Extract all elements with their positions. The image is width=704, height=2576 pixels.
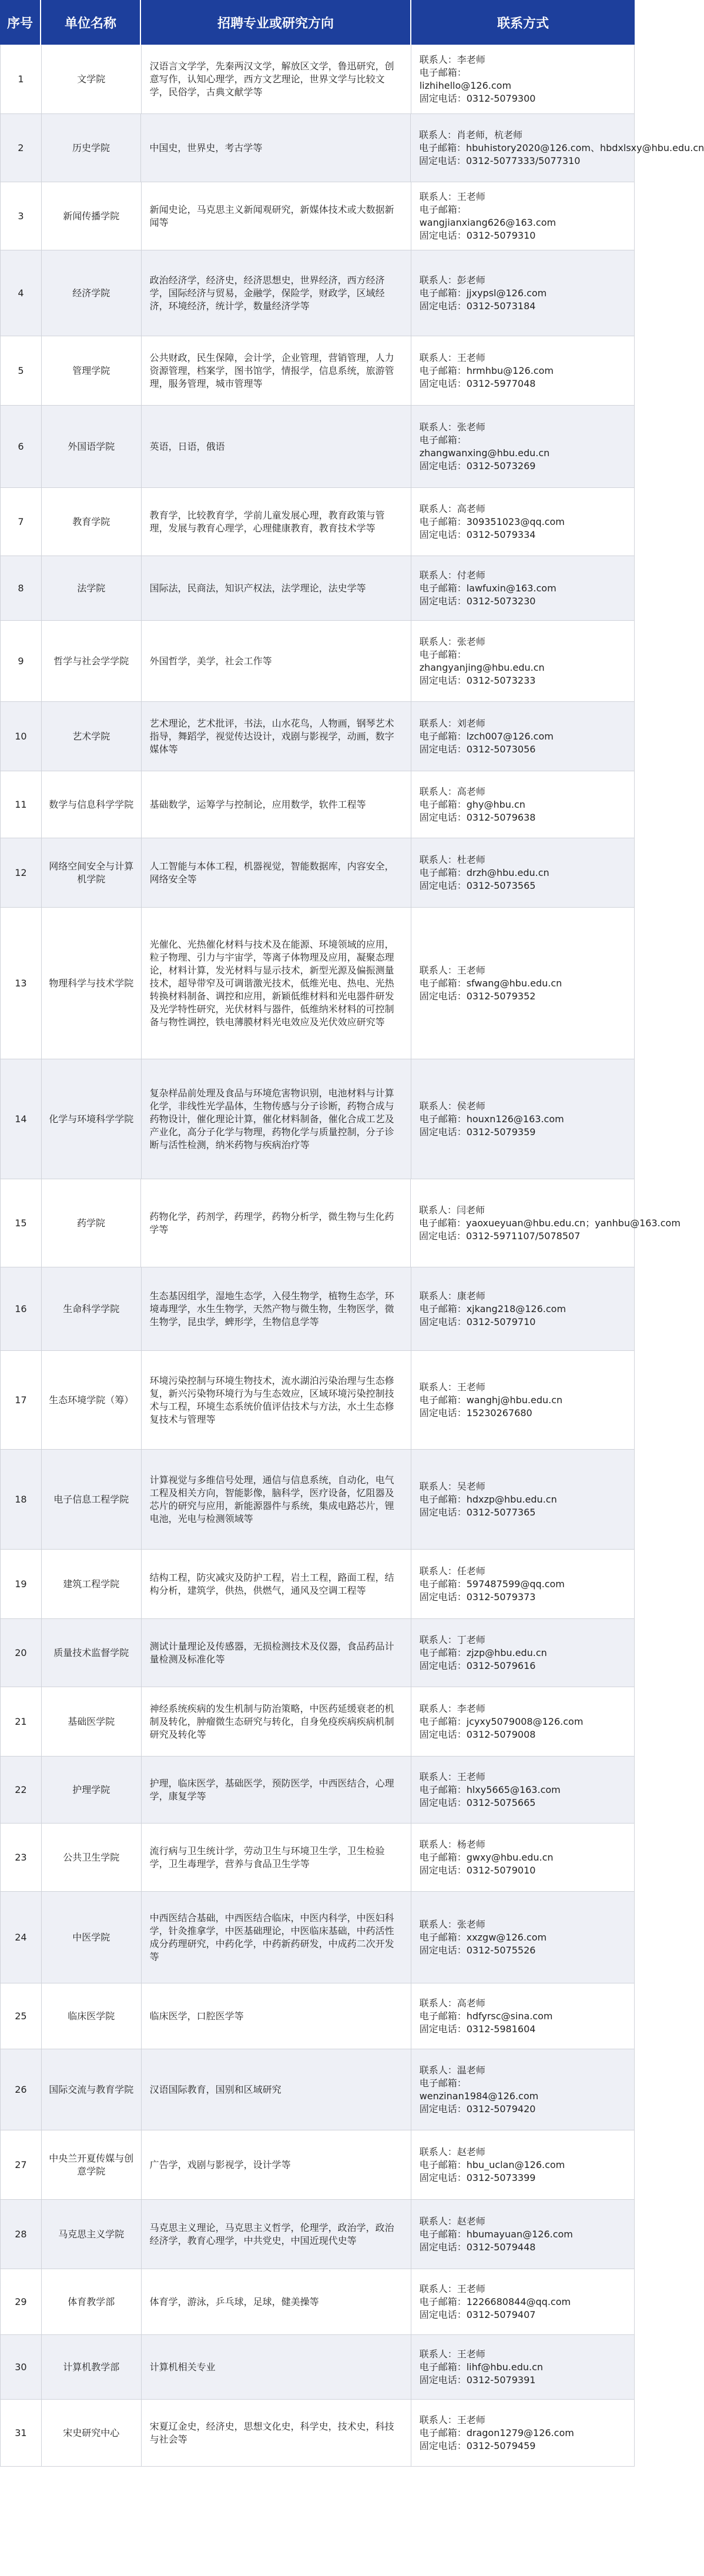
major-direction: 政治经济学，经济史，经济思想史，世界经济，西方经济学，国际经济与贸易，金融学，保险学，财政学，区域经济，环境经济，统计学，数量经济学等: [142, 250, 411, 336]
row-number: 12: [1, 838, 42, 907]
contact-info: [411, 1619, 634, 1687]
contact-line: 联系人：王老师: [419, 1381, 485, 1393]
contact-line: zhangyanjing@hbu.edu.cn: [419, 661, 545, 673]
contact-line: 固定电话：0312-5079373: [419, 1591, 536, 1603]
unit-name: 建筑工程学院: [42, 1550, 142, 1618]
contact-line: 电子邮箱：: [419, 66, 467, 78]
contact-line: 电子邮箱：lawfuxin@163.com: [419, 582, 557, 594]
unit-name: 质量技术监督学院: [42, 1619, 142, 1687]
row-number: 5: [1, 336, 42, 405]
contact-line: 联系人：李老师: [419, 1702, 485, 1714]
row-number: 11: [1, 771, 42, 838]
contact-line: 固定电话：0312-5073184: [419, 300, 536, 312]
row-number: 22: [1, 1757, 42, 1823]
unit-name: 基础医学院: [42, 1687, 142, 1756]
contact-line: 电子邮箱：hbumayuan@126.com: [419, 2228, 573, 2240]
table-row: [1, 1351, 634, 1450]
major-direction: 公共财政，民生保障，会计学，企业管理，营销管理，人力资源管理，档案学，图书馆学，情报学，信息系统，旅游管理，服务管理，城市管理等: [142, 336, 411, 405]
contact-line: 联系人：温老师: [419, 2064, 485, 2076]
contact-info: [411, 2130, 634, 2199]
major-direction: 体育学，游泳，乒乓球，足球，健美操等: [142, 2269, 411, 2334]
contact-line: 联系人：吴老师: [419, 1480, 485, 1492]
row-number: 27: [1, 2130, 42, 2199]
unit-name: 文学院: [42, 45, 142, 113]
contact-line: 固定电话：0312-5079616: [419, 1660, 536, 1671]
contact-line: 固定电话：15230267680: [419, 1407, 532, 1419]
contact-line: 电子邮箱：lzch007@126.com: [419, 730, 554, 742]
contact-line: 固定电话：0312-5079300: [419, 92, 536, 104]
table-row: [1, 250, 634, 336]
header-major: 招聘专业或研究方向: [141, 0, 411, 45]
row-number: 3: [1, 182, 42, 250]
major-direction: 外国哲学，美学，社会工作等: [142, 621, 411, 701]
contact-line: 固定电话：0312-5073399: [419, 2172, 536, 2183]
contact-line: 联系人：张老师: [419, 421, 485, 433]
unit-name: 药学院: [42, 1179, 142, 1267]
contact-info: [411, 771, 634, 838]
table-row: [1, 1059, 634, 1179]
contact-info: [411, 908, 634, 1059]
contact-line: 电子邮箱：hdfyrsc@sina.com: [419, 2010, 553, 2022]
contact-info: [411, 45, 634, 113]
table-row: [1, 488, 634, 556]
row-number: 15: [1, 1179, 42, 1267]
row-number: 2: [1, 114, 42, 182]
row-number: 9: [1, 621, 42, 701]
row-number: 31: [1, 2400, 42, 2466]
contact-line: 固定电话：0312-5079310: [419, 229, 536, 241]
major-direction: 生态基因组学，湿地生态学，入侵生物学，植物生态学，环境毒理学，水生生物学，天然产物与微生物，生物医学，微生物学，昆虫学，蜱形学，生物信息学等: [142, 1267, 411, 1350]
contact-info: [411, 2400, 634, 2466]
contact-line: 固定电话：0312-5981604: [419, 2023, 536, 2035]
contact-line: 电子邮箱：wanghj@hbu.edu.cn: [419, 1394, 563, 1406]
row-number: 19: [1, 1550, 42, 1618]
major-direction: 测试计量理论及传感器，无损检测技术及仪器，食品药品计量检测及标准化等: [142, 1619, 411, 1687]
contact-line: 联系人：任老师: [419, 1565, 485, 1577]
header-contact: 联系方式: [497, 16, 549, 31]
table-row: [1, 702, 634, 771]
contact-line: 固定电话：0312-5079638: [419, 811, 536, 823]
major-direction: 复杂样品前处理及食品与环境危害物识别，电池材料与计算化学，非线性光学晶体，生物传感与分子诊断，药物合成与药物设计，催化理论计算，催化材料制备，催化合成工艺及产业化，高分子化学与物理，药物化学与质量控制，分子诊断与活性检测，纳米药物与疾病治疗等: [142, 1059, 411, 1179]
contact-line: 联系人：高老师: [419, 785, 485, 797]
table-row: [1, 1757, 634, 1824]
contact-line: 电子邮箱：hdxzp@hbu.edu.cn: [419, 1493, 557, 1505]
unit-name: 外国语学院: [42, 406, 142, 487]
contact-line: 电子邮箱：: [419, 2077, 467, 2089]
contact-line: 联系人：康老师: [419, 1290, 485, 1302]
major-direction: 马克思主义理论，马克思主义哲学，伦理学，政治学，政治经济学，教育心理学，中共党史，中国近现代史等: [142, 2200, 411, 2269]
row-number: 28: [1, 2200, 42, 2269]
contact-line: 固定电话：0312-5079334: [419, 528, 536, 540]
unit-name: 公共卫生学院: [42, 1824, 142, 1891]
contact-line: 固定电话：0312-5073269: [419, 460, 536, 471]
table-row: [1, 2049, 634, 2130]
contact-line: 联系人：杨老师: [419, 1838, 485, 1850]
contact-line: 固定电话：0312-5077365: [419, 1506, 536, 1518]
contact-line: 联系人：侯老师: [419, 1100, 485, 1112]
major-direction: 神经系统疾病的发生机制与防治策略，中医药延缓衰老的机制及转化，肿瘤微生态研究与转化，自身免疫疾病疾病机制研究及转化等: [142, 1687, 411, 1756]
row-number: 20: [1, 1619, 42, 1687]
row-number: 30: [1, 2335, 42, 2399]
contact-info: [411, 1059, 634, 1179]
contact-line: 固定电话：0312-5079420: [419, 2103, 536, 2115]
unit-name: 教育学院: [42, 488, 142, 556]
contact-line: 固定电话：0312-5079448: [419, 2241, 536, 2253]
contact-line: 联系人：王老师: [419, 190, 485, 202]
contact-line: 固定电话：0312-5977048: [419, 377, 536, 389]
major-direction: 光催化、光热催化材料与技术及在能源、环境领域的应用，粒子物理、引力与宇宙学，等离子体物理及应用，凝聚态理论，材料计算，发光材料与显示技术，新型光源及偏振测量技术，超导带窄及可调谐激光技术，低维光电、热电、光热转换材料制备、调控和应用，新颖低维材料和光电器件研发及光学特性研究，光伏材料与器件，低维纳米材料的可控制备与物性调控，铁电薄膜材料光电效应及光伏效应研究等: [142, 908, 411, 1059]
major-direction: 汉语言文学学，先秦两汉文学，解放区文学，鲁迅研究，创意写作，认知心理学，西方文艺理论，世界文学与比较文学，民俗学，古典文献学等: [142, 45, 411, 113]
unit-name: 电子信息工程学院: [42, 1450, 142, 1549]
contact-line: 联系人：杜老师: [419, 854, 485, 865]
table-row: [1, 406, 634, 488]
contact-info: [411, 1550, 634, 1618]
contact-line: 电子邮箱：xxzgw@126.com: [419, 1931, 547, 1943]
contact-line: 联系人：赵老师: [419, 2215, 485, 2227]
table-row: [1, 336, 634, 406]
contact-line: 固定电话：0312-5971107/5078507: [418, 1230, 581, 1242]
contact-info: [411, 1267, 634, 1350]
contact-line: 固定电话：0312-5073056: [419, 743, 536, 755]
contact-line: 联系人：王老师: [419, 964, 485, 976]
table-header: [0, 0, 635, 45]
major-direction: 计算机相关专业: [142, 2335, 411, 2399]
contact-line: 电子邮箱：jcyxy5079008@126.com: [419, 1715, 584, 1727]
table-row: [1, 556, 634, 621]
table-row: [1, 908, 634, 1059]
contact-info: [411, 1351, 634, 1449]
contact-line: 固定电话：0312-5075526: [419, 1944, 536, 1956]
major-direction: 艺术理论，艺术批评，书法，山水花鸟，人物画，钢琴艺术指导，舞蹈学，视觉传达设计，戏剧与影视学，动画，数字媒体等: [142, 702, 411, 771]
header-unit: 单位名称: [41, 0, 141, 45]
major-direction: 汉语国际教育，国别和区域研究: [142, 2049, 411, 2130]
contact-info: [411, 2335, 634, 2399]
contact-line: 固定电话：0312-5073565: [419, 879, 536, 891]
contact-info: [411, 2200, 634, 2269]
contact-line: 联系人：刘老师: [419, 717, 485, 729]
table-row: [1, 1450, 634, 1550]
table-row: [1, 1687, 634, 1757]
unit-name: 宋史研究中心: [42, 2400, 142, 2466]
contact-line: 联系人：肖老师，杭老师: [418, 129, 522, 140]
unit-name: 体育教学部: [42, 2269, 142, 2334]
contact-info: [411, 1450, 634, 1549]
contact-line: 固定电话：0312-5073233: [419, 674, 536, 686]
table-row: [1, 45, 634, 114]
contact-line: 固定电话：0312-5077333/5077310: [418, 155, 581, 166]
unit-name: 法学院: [42, 556, 142, 620]
table-row: [1, 2335, 634, 2400]
contact-info: [411, 488, 634, 556]
contact-line: 联系人：付老师: [419, 569, 485, 581]
contact-line: 联系人：王老师: [419, 2283, 485, 2294]
unit-name: 哲学与社会学学院: [42, 621, 142, 701]
header-no: 序号: [0, 0, 41, 45]
contact-line: 电子邮箱：dragon1279@126.com: [419, 2427, 574, 2438]
contact-line: 电子邮箱：: [419, 648, 467, 660]
contact-line: 电子邮箱：hbu_uclan@126.com: [419, 2159, 565, 2170]
table-row: [1, 182, 634, 250]
table-row: [1, 1550, 634, 1619]
contact-info: [411, 250, 634, 336]
contact-line: 固定电话：0312-5079391: [419, 2374, 536, 2386]
contact-line: 电子邮箱：gwxy@hbu.edu.cn: [419, 1851, 554, 1863]
major-direction: 英语，日语，俄语: [142, 406, 411, 487]
unit-name: 网络空间安全与计算机学院: [42, 838, 142, 907]
contact-info: [411, 556, 634, 620]
contact-line: 电子邮箱：xjkang218@126.com: [419, 1303, 566, 1314]
contact-info: [411, 1824, 634, 1891]
row-number: 14: [1, 1059, 42, 1179]
unit-name: 经济学院: [42, 250, 142, 336]
contact-line: 联系人：高老师: [419, 1997, 485, 2009]
contact-line: 固定电话：0312-5079359: [419, 1126, 536, 1138]
contact-info: [411, 2269, 634, 2334]
table-row: [1, 2400, 634, 2467]
major-direction: 新闻史论，马克思主义新闻观研究，新媒体技术或大数据新闻等: [142, 182, 411, 250]
contact-line: 联系人：彭老师: [419, 274, 485, 286]
major-direction: 结构工程，防灾减灾及防护工程，岩土工程，路面工程，结构分析，建筑学，供热，供燃气，通风及空调工程等: [142, 1550, 411, 1618]
table-row: [1, 1619, 634, 1687]
table-row: [1, 1983, 634, 2049]
contact-line: 固定电话：0312-5079008: [419, 1728, 536, 1740]
contact-info: [411, 406, 634, 487]
table-row: [1, 2200, 634, 2269]
table-row: [1, 1824, 634, 1892]
contact-info: [411, 1179, 680, 1267]
contact-info: [411, 182, 634, 250]
unit-name: 国际交流与教育学院: [42, 2049, 142, 2130]
row-number: 23: [1, 1824, 42, 1891]
contact-line: 固定电话：0312-5075665: [419, 1796, 536, 1808]
row-number: 25: [1, 1983, 42, 2049]
contact-info: [411, 2049, 634, 2130]
unit-name: 护理学院: [42, 1757, 142, 1823]
contact-line: 电子邮箱：yaoxueyuan@hbu.edu.cn；yanhbu@163.com: [418, 1217, 680, 1229]
contact-line: 联系人：李老师: [419, 53, 485, 65]
row-number: 8: [1, 556, 42, 620]
unit-name: 中央兰开夏传媒与创意学院: [42, 2130, 142, 2199]
contact-line: 电子邮箱：hrmhbu@126.com: [419, 364, 554, 376]
table-row: [1, 1179, 680, 1267]
unit-name: 物理科学与技术学院: [42, 908, 142, 1059]
contact-line: 联系人：高老师: [419, 503, 485, 514]
contact-line: 联系人：王老师: [419, 352, 485, 363]
row-number: 4: [1, 250, 42, 336]
contact-info: [411, 1892, 634, 1983]
contact-line: 联系人：张老师: [419, 635, 485, 647]
contact-line: 固定电话：0312-5079459: [419, 2440, 536, 2451]
row-number: 17: [1, 1351, 42, 1449]
contact-info: [411, 621, 634, 701]
table-row: [1, 2269, 634, 2335]
contact-line: lizhihello@126.com: [419, 79, 512, 91]
contact-line: 电子邮箱：hlxy5665@163.com: [419, 1784, 561, 1795]
unit-name: 新闻传播学院: [42, 182, 142, 250]
major-direction: 人工智能与本体工程，机器视觉，智能数据库，内容安全，网络安全等: [142, 838, 411, 907]
row-number: 13: [1, 908, 42, 1059]
contact-line: 电子邮箱：597487599@qq.com: [419, 1578, 565, 1590]
row-number: 26: [1, 2049, 42, 2130]
unit-name: 管理学院: [42, 336, 142, 405]
row-number: 7: [1, 488, 42, 556]
major-direction: 药物化学，药剂学，药理学，药物分析学，微生物与生化药学等: [141, 1179, 411, 1267]
contact-line: 固定电话：0312-5079352: [419, 990, 536, 1002]
contact-line: 电子邮箱：drzh@hbu.edu.cn: [419, 867, 549, 878]
contact-line: 电子邮箱：hbuhistory2020@126.com、hbdxlsxy@hbu.edu.cn: [418, 142, 704, 153]
row-number: 6: [1, 406, 42, 487]
contact-line: 联系人：丁老师: [419, 1634, 485, 1645]
contact-line: 联系人：王老师: [419, 1771, 485, 1782]
table-body: [0, 45, 704, 2467]
contact-line: 电子邮箱：sfwang@hbu.edu.cn: [419, 977, 562, 989]
row-number: 21: [1, 1687, 42, 1756]
table-row: [1, 621, 634, 702]
contact-info: [411, 702, 634, 771]
contact-line: wenzinan1984@126.com: [419, 2090, 539, 2102]
unit-name: 马克思主义学院: [42, 2200, 142, 2269]
row-number: 29: [1, 2269, 42, 2334]
contact-info: [411, 1983, 634, 2049]
contact-info: [411, 1687, 634, 1756]
contact-line: wangjianxiang626@163.com: [419, 216, 557, 228]
contact-info: [411, 114, 704, 182]
unit-name: 生态环境学院（筹）: [42, 1351, 142, 1449]
contact-line: 固定电话：0312-5079407: [419, 2309, 536, 2320]
contact-line: 电子邮箱：: [419, 203, 467, 215]
table-row: [1, 838, 634, 908]
contact-line: 电子邮箱：lihf@hbu.edu.cn: [419, 2361, 544, 2373]
unit-name: 中医学院: [42, 1892, 142, 1983]
contact-line: 联系人：王老师: [419, 2414, 485, 2426]
contact-line: 电子邮箱：309351023@qq.com: [419, 516, 565, 527]
unit-name: 艺术学院: [42, 702, 142, 771]
major-direction: 护理，临床医学，基础医学，预防医学，中西医结合，心理学，康复学等: [142, 1757, 411, 1823]
unit-name: 化学与环境科学学院: [42, 1059, 142, 1179]
contact-info: [411, 838, 634, 907]
unit-name: 计算机教学部: [42, 2335, 142, 2399]
major-direction: 流行病与卫生统计学，劳动卫生与环境卫生学，卫生检验学，卫生毒理学，营养与食品卫生学等: [142, 1824, 411, 1891]
unit-name: 临床医学院: [42, 1983, 142, 2049]
table-row: [1, 1892, 634, 1983]
major-direction: 国际法，民商法，知识产权法，法学理论，法史学等: [142, 556, 411, 620]
contact-line: 电子邮箱：jjxypsl@126.com: [419, 287, 547, 299]
major-direction: 教育学，比较教育学，学前儿童发展心理，教育政策与管理，发展与教育心理学，心理健康教育，教育技术学等: [142, 488, 411, 556]
major-direction: 临床医学，口腔医学等: [142, 1983, 411, 2049]
contact-line: 固定电话：0312-5073230: [419, 595, 536, 607]
contact-info: [411, 336, 634, 405]
major-direction: 环境污染控制与环境生物技术，流水湖泊污染治理与生态修复，新兴污染物环境行为与生态效应，区域环境污染控制技术与工程，环境生态系统价值评估技术与方法，水土生态修复技术与管理等: [142, 1351, 411, 1449]
unit-name: 历史学院: [42, 114, 142, 182]
table-row: [1, 771, 634, 838]
row-number: 24: [1, 1892, 42, 1983]
unit-name: 数学与信息科学学院: [42, 771, 142, 838]
contact-line: 固定电话：0312-5079010: [419, 1864, 536, 1876]
contact-line: 联系人：张老师: [419, 1918, 485, 1930]
major-direction: 广告学，戏剧与影视学，设计学等: [142, 2130, 411, 2199]
contact-line: 联系人：赵老师: [419, 2146, 485, 2157]
unit-name: 生命科学学院: [42, 1267, 142, 1350]
contact-line: 联系人：闫老师: [418, 1204, 485, 1216]
table-row: [1, 1267, 634, 1351]
contact-info: [411, 1757, 634, 1823]
contact-line: 电子邮箱：1226680844@qq.com: [419, 2296, 571, 2307]
contact-line: 固定电话：0312-5079710: [419, 1316, 536, 1327]
contact-line: 电子邮箱：houxn126@163.com: [419, 1113, 564, 1125]
row-number: 1: [1, 45, 42, 113]
contact-line: 电子邮箱：zjzp@hbu.edu.cn: [419, 1647, 547, 1658]
major-direction: 计算视觉与多维信号处理，通信与信息系统，自动化，电气工程及相关方向，智能影像，脑科学，医疗设备，忆阻器及芯片的研究与应用，新能源器件与系统，集成电路芯片，锂电池，光电与检测领域等: [142, 1450, 411, 1549]
major-direction: 中国史，世界史，考古学等: [141, 114, 411, 182]
table-row: [1, 2130, 634, 2200]
row-number: 16: [1, 1267, 42, 1350]
table-row: [1, 114, 704, 182]
contact-line: 联系人：王老师: [419, 2348, 485, 2360]
major-direction: 宋夏辽金史，经济史，思想文化史，科学史，技术史，科技与社会等: [142, 2400, 411, 2466]
contact-line: zhangwanxing@hbu.edu.cn: [419, 447, 550, 459]
contact-line: 电子邮箱：: [419, 434, 467, 446]
major-direction: 中西医结合基础，中西医结合临床，中医内科学，中医妇科学，针灸推拿学，中医基础理论，中医临床基础，中药活性成分药理研究，中药化学，中药新药研发，中成药二次开发等: [142, 1892, 411, 1983]
major-direction: 基础数学，运筹学与控制论，应用数学，软件工程等: [142, 771, 411, 838]
contact-line: 电子邮箱：ghy@hbu.cn: [419, 798, 525, 810]
row-number: 18: [1, 1450, 42, 1549]
row-number: 10: [1, 702, 42, 771]
